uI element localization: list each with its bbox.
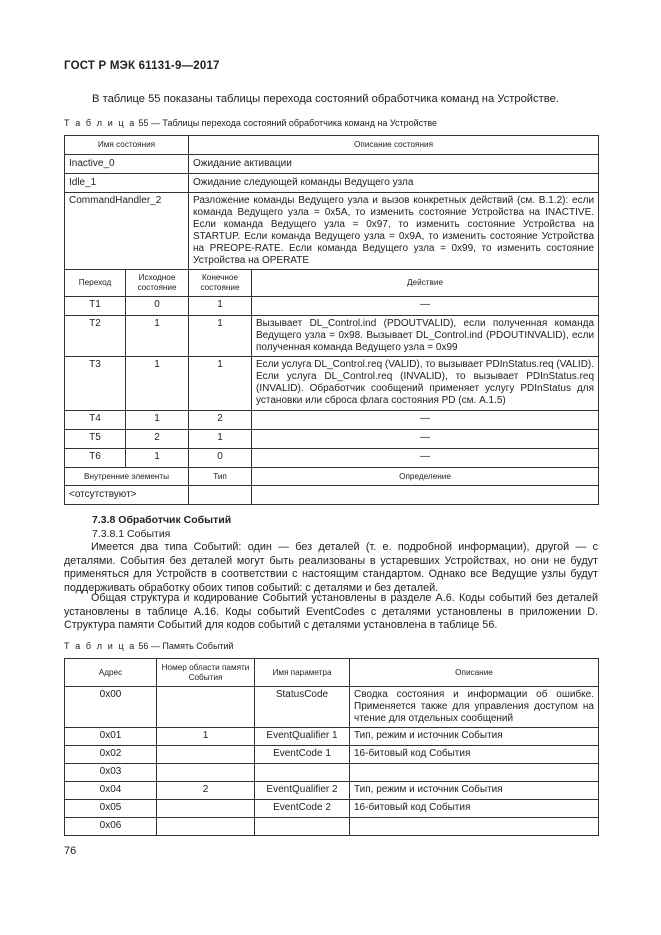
document-header: ГОСТ Р МЭК 61131-9—2017	[64, 60, 220, 72]
description-cell	[350, 818, 599, 836]
internal-type	[189, 486, 252, 505]
description-cell: 16-битовый код События	[350, 800, 599, 818]
header-state-name: Имя состояния	[65, 136, 189, 155]
table56-caption-label: Т а б л и ц а	[64, 641, 136, 651]
transition-id: T3	[65, 357, 126, 411]
transition-src: 2	[126, 430, 189, 449]
table55-caption-text: 55 — Таблицы перехода состояний обработчика команд на Устройстве	[138, 118, 438, 128]
address-cell: 0x01	[65, 728, 157, 746]
description-cell: 16-битовый код События	[350, 746, 599, 764]
header-target-state: Конечное состояние	[189, 270, 252, 297]
paragraph-2: Общая структура и кодирование Событий установлены в разделе A.6. Коды событий без деталей установлены в таблице A.16. Коды событий EventCodes с деталями установлены в приложении D. Структура памяти Событий для кодов событий с деталями установлена в таблице 56.	[64, 592, 598, 631]
state-desc: Ожидание активации	[189, 155, 599, 174]
parameter-cell: EventQualifier 1	[255, 728, 350, 746]
header-internal-type: Тип	[189, 468, 252, 486]
header-state-desc: Описание состояния	[189, 136, 599, 155]
area-cell	[157, 764, 255, 782]
header-parameter: Имя параметра	[255, 659, 350, 687]
state-name: Idle_1	[65, 174, 189, 193]
table56-caption	[64, 641, 234, 651]
page-number: 76	[64, 845, 77, 857]
parameter-cell: EventQualifier 2	[255, 782, 350, 800]
state-desc: Ожидание следующей команды Ведущего узла	[189, 174, 599, 193]
table-56	[64, 658, 599, 836]
parameter-cell	[255, 764, 350, 782]
header-transition: Переход	[65, 270, 126, 297]
transition-id: T6	[65, 449, 126, 468]
parameter-cell	[255, 818, 350, 836]
address-cell: 0x02	[65, 746, 157, 764]
address-cell: 0x04	[65, 782, 157, 800]
transition-id: T5	[65, 430, 126, 449]
transition-action: —	[252, 449, 599, 468]
area-cell	[157, 800, 255, 818]
intro-paragraph: В таблице 55 показаны таблицы перехода состояний обработчика команд на Устройстве.	[92, 93, 559, 105]
section-title: 7.3.8 Обработчик Событий	[92, 514, 232, 526]
header-action: Действие	[252, 270, 599, 297]
internal-definition	[252, 486, 599, 505]
parameter-cell: EventCode 2	[255, 800, 350, 818]
header-description: Описание	[350, 659, 599, 687]
transition-src: 0	[126, 297, 189, 316]
header-internal-definition: Определение	[252, 468, 599, 486]
transition-dst: 2	[189, 411, 252, 430]
header-source-state: Исходное состояние	[126, 270, 189, 297]
transition-action: Если услуга DL_Control.req (VALID), то вызывает PDInStatus.req (VALID). Если услуга DL_Control.req (INVALID), то вызывает PDInStatus.req (INVALID). Обработчик сообщений применяет услугу PDInStatus для установки или сброса флага состояния PD (см. A.1.5)	[252, 357, 599, 411]
table-55	[64, 135, 599, 505]
transition-action: —	[252, 430, 599, 449]
header-internal-element: Внутренние элементы	[65, 468, 189, 486]
description-cell: Сводка состояния и информации об ошибке. Применяется также для управления доступом на чтение для отдельных сообщений	[350, 687, 599, 728]
address-cell: 0x00	[65, 687, 157, 728]
transition-src: 1	[126, 411, 189, 430]
transition-src: 1	[126, 316, 189, 357]
internal-element: <отсутствуют>	[65, 486, 189, 505]
table56-caption-text: 56 — Память Событий	[138, 641, 234, 651]
description-cell: Тип, режим и источник События	[350, 782, 599, 800]
transition-dst: 0	[189, 449, 252, 468]
table55-caption	[64, 118, 437, 128]
description-cell: Тип, режим и источник События	[350, 728, 599, 746]
state-name: CommandHandler_2	[65, 193, 189, 270]
transition-dst: 1	[189, 316, 252, 357]
transition-src: 1	[126, 449, 189, 468]
state-desc: Разложение команды Ведущего узла и вызов конкретных действий (см. В.1.2): если команда Ведущего узла = 0x5A, то изменить состояние Устройства на INACTIVE. Если команда Ведущего узла = 0x97, то изменить состояние Устройства на STARTUP. Если команда Ведущего узла = 0x9A, то изменить состояние Устройства на PREOPE-RATE. Если команда Ведущего узла = 0x99, то изменить состояние Устройства на OPERATE	[189, 193, 599, 270]
transition-action: —	[252, 411, 599, 430]
transition-action: Вызывает DL_Control.ind (PDOUTVALID), если полученная команда Ведущего узла = 0x98. Вызывает DL_Control.ind (PDOUTINVALID), если полученная команда Ведущего узла = 0x99	[252, 316, 599, 357]
address-cell: 0x05	[65, 800, 157, 818]
transition-dst: 1	[189, 357, 252, 411]
state-name: Inactive_0	[65, 155, 189, 174]
area-cell	[157, 818, 255, 836]
transition-id: T1	[65, 297, 126, 316]
transition-dst: 1	[189, 430, 252, 449]
area-cell	[157, 746, 255, 764]
table55-caption-label: Т а б л и ц а	[64, 118, 136, 128]
transition-dst: 1	[189, 297, 252, 316]
header-address: Адрес	[65, 659, 157, 687]
area-cell: 1	[157, 728, 255, 746]
area-cell: 2	[157, 782, 255, 800]
header-event-area: Номер области памяти События	[157, 659, 255, 687]
parameter-cell: StatusCode	[255, 687, 350, 728]
area-cell	[157, 687, 255, 728]
transition-id: T4	[65, 411, 126, 430]
parameter-cell: EventCode 1	[255, 746, 350, 764]
subsection-title: 7.3.8.1 События	[92, 528, 171, 540]
transition-src: 1	[126, 357, 189, 411]
paragraph-1: Имеется два типа Событий: один — без деталей (т. е. подробной информации), другой — с деталями. События без деталей могут быть реализованы в устаревших Устройствах, но они не будут применяться для Устройств в соответствии с настоящим стандартом. Однако все Ведущие узлы будут поддерживать обработку обоих типов событий: с деталями и без деталей.	[64, 541, 598, 594]
description-cell	[350, 764, 599, 782]
transition-id: T2	[65, 316, 126, 357]
transition-action: —	[252, 297, 599, 316]
address-cell: 0x03	[65, 764, 157, 782]
address-cell: 0x06	[65, 818, 157, 836]
